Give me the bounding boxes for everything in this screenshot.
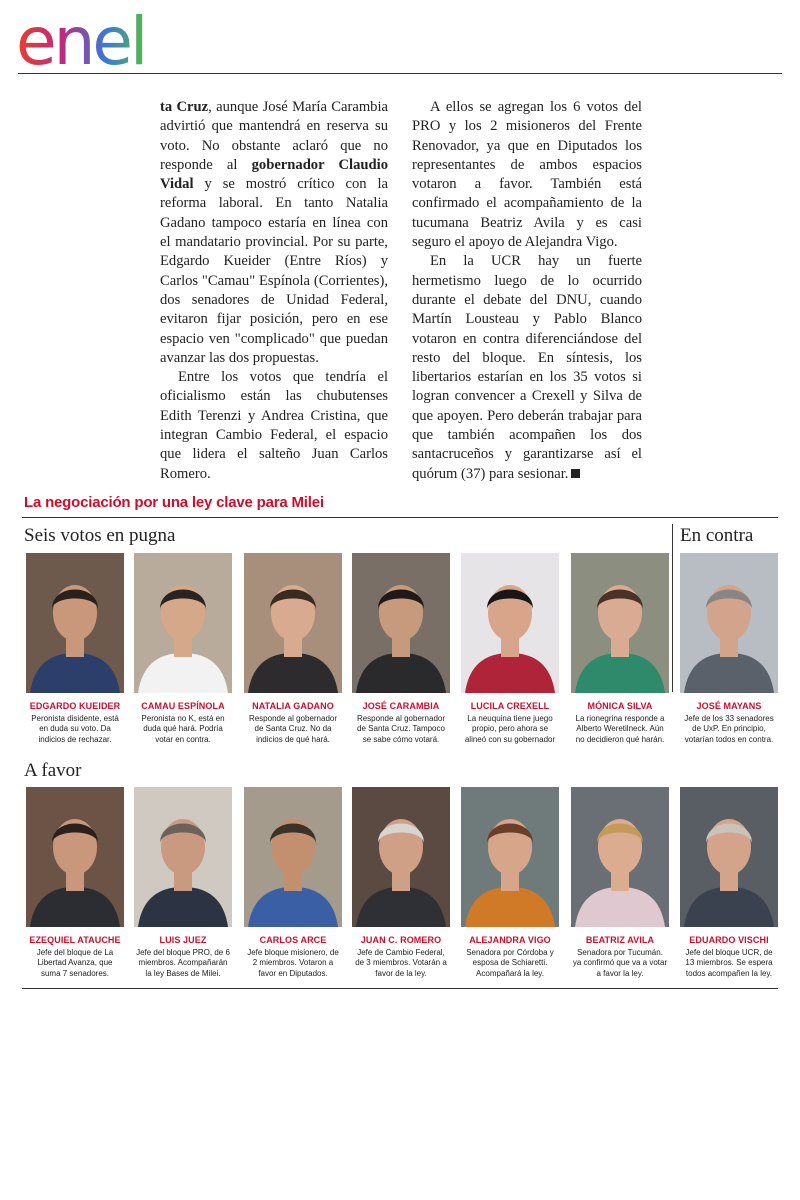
senator-name: LUIS JUEZ	[159, 935, 207, 945]
senator-name: BEATRIZ AVILA	[585, 935, 655, 945]
senator-description: Peronista disidente, está en duda su voto. Da indicios de rechazar.	[31, 714, 119, 744]
senator-photo	[134, 787, 232, 927]
group-for-heading: A favor	[24, 760, 82, 781]
senator-description: La rionegrina responde a Alberto Weretilneck. Aún no decidieron qué harán.	[575, 714, 665, 744]
article-paragraph: A ellos se agregan los 6 votos del PRO y los 2 misioneros del Frente Renovador, ya que en Diputados los representantes de ambos espacios votaron a favor. También está confirmado el acompañamiento de la tucumana Beatriz Avila y es casi seguro el apoyo de Alejandra Vigo.	[412, 99, 642, 251]
senator-photo	[26, 553, 124, 693]
senator-name: NATALIA GADANO	[252, 701, 334, 711]
senator-photo	[680, 787, 778, 927]
senator-name: EDUARDO VISCHI	[689, 935, 769, 945]
senator-name: CARLOS ARCE	[259, 935, 327, 945]
article-column-2	[412, 98, 642, 484]
infographic-bottom-rule	[22, 988, 778, 989]
senator-description: Jefe del bloque de La Libertad Avanza, que suma 7 senadores.	[36, 948, 114, 978]
senator-name: MÓNICA SILVA	[587, 701, 653, 711]
senator-name: JUAN C. ROMERO	[360, 935, 442, 945]
group-against-heading: En contra	[680, 525, 754, 546]
senator-photo	[352, 553, 450, 693]
senator-description: La neuquina tiene juego propio, pero ahora se alineó con su gobernador	[464, 714, 556, 744]
senator-description: Responde al gobernador de Santa Cruz. No da indicios de qué hará.	[248, 714, 338, 744]
senator-card	[26, 553, 124, 745]
senator-card	[680, 553, 778, 745]
senator-photo	[461, 553, 559, 693]
senator-photo	[244, 787, 342, 927]
senator-description: Jefe bloque misionero, de 2 miembros. Votaron a favor en Diputados.	[247, 948, 339, 978]
senator-photo	[244, 553, 342, 693]
senator-description: Responde al gobernador de Santa Cruz. Tampoco se sabe cómo votará.	[356, 714, 446, 744]
senator-description: Senadora por Córdoba y esposa de Schiaretti. Acompañará la ley.	[466, 948, 554, 978]
infographic-rule	[22, 517, 778, 518]
senator-card	[352, 787, 450, 979]
senator-name: ALEJANDRA VIGO	[469, 935, 551, 945]
senator-name: EDGARDO KUEIDER	[29, 701, 121, 711]
senator-photo	[352, 787, 450, 927]
senator-card	[571, 787, 669, 979]
article-paragraph: Entre los votos que tendría el oficialismo están las chubutenses Edith Terenzi y Andrea Cristina, que integran Cambio Federal, el espacio que lidera el salteño Juan Carlos Romero.	[160, 369, 388, 482]
senator-description: Jefe de Cambio Federal, de 3 miembros. Votarán a favor de la ley.	[355, 948, 447, 978]
senator-description: Jefe del bloque UCR, de 13 miembros. Se espera todos acompañen la ley.	[685, 948, 773, 978]
senator-photo	[571, 553, 669, 693]
end-mark-icon	[571, 469, 580, 478]
senator-name: JOSÉ CARAMBIA	[362, 701, 440, 711]
senator-photo	[571, 787, 669, 927]
senator-name: LUCILA CREXELL	[470, 701, 550, 711]
svg-text:enel: enel	[16, 6, 146, 70]
senator-card	[244, 553, 342, 745]
senator-card	[571, 553, 669, 745]
senator-description: Peronista no K, está en duda qué hará. Podría votar en contra.	[141, 714, 225, 744]
senator-photo	[134, 553, 232, 693]
senator-name: EZEQUIEL ATAUCHE	[29, 935, 121, 945]
senator-photo	[680, 553, 778, 693]
article-column-1	[160, 98, 388, 484]
senator-card	[244, 787, 342, 979]
article-paragraph: ta Cruz, aunque José María Carambia advirtió que mantendrá en reserva su voto. No obstante aclaró que no responde al gobernador Claudio Vidal y se mostró crítico con la reforma laboral. En tanto Natalia Gadano tampoco estaría en línea con el mandatario provincial. Por su parte, Edgardo Kueider (Entre Ríos) y Carlos "Camau" Espínola (Corrientes), dos senadores de Unidad Federal, evitaron fijar posición, pero en ese espacio ven "complicado" que puedan avanzar las dos propuestas.	[160, 99, 389, 366]
senator-name: JOSÉ MAYANS	[696, 701, 762, 711]
article-paragraph: En la UCR hay un fuerte hermetismo luego de lo ocurrido durante el debate del DNU, cuando Martín Lousteau y Pablo Blanco votaron en contra diferenciándose del resto del bloque. En síntesis, los libertarios estarían en los 35 votos si logran convencer a Crexell y Silva de que apoyen. Pero deberán trabajar para que también acompañen los dos santacruceños y garantizarse así el quórum (37) para sesionar.	[412, 253, 642, 482]
senator-description: Jefe del bloque PRO, de 6 miembros. Acompañarán la ley Bases de Milei.	[136, 948, 230, 978]
senator-card	[461, 553, 559, 745]
senator-description: Jefe de los 33 senadores de UxP. En principio, votarían todos en contra.	[684, 714, 774, 744]
senator-card	[134, 553, 232, 745]
group-disputed-heading: Seis votos en pugna	[24, 525, 176, 546]
enel-logo	[14, 6, 184, 70]
header-rule	[18, 73, 782, 74]
senator-card	[134, 787, 232, 979]
column-divider	[672, 524, 673, 692]
senator-card	[352, 553, 450, 745]
infographic-title: La negociación por una ley clave para Milei	[24, 494, 324, 511]
senator-card	[461, 787, 559, 979]
senator-name: CAMAU ESPÍNOLA	[141, 701, 225, 711]
senator-photo	[26, 787, 124, 927]
senator-card	[26, 787, 124, 979]
senator-photo	[461, 787, 559, 927]
senator-card	[680, 787, 778, 979]
senator-description: Senadora por Tucumán. ya confirmó que va a votar a favor la ley.	[572, 948, 668, 978]
